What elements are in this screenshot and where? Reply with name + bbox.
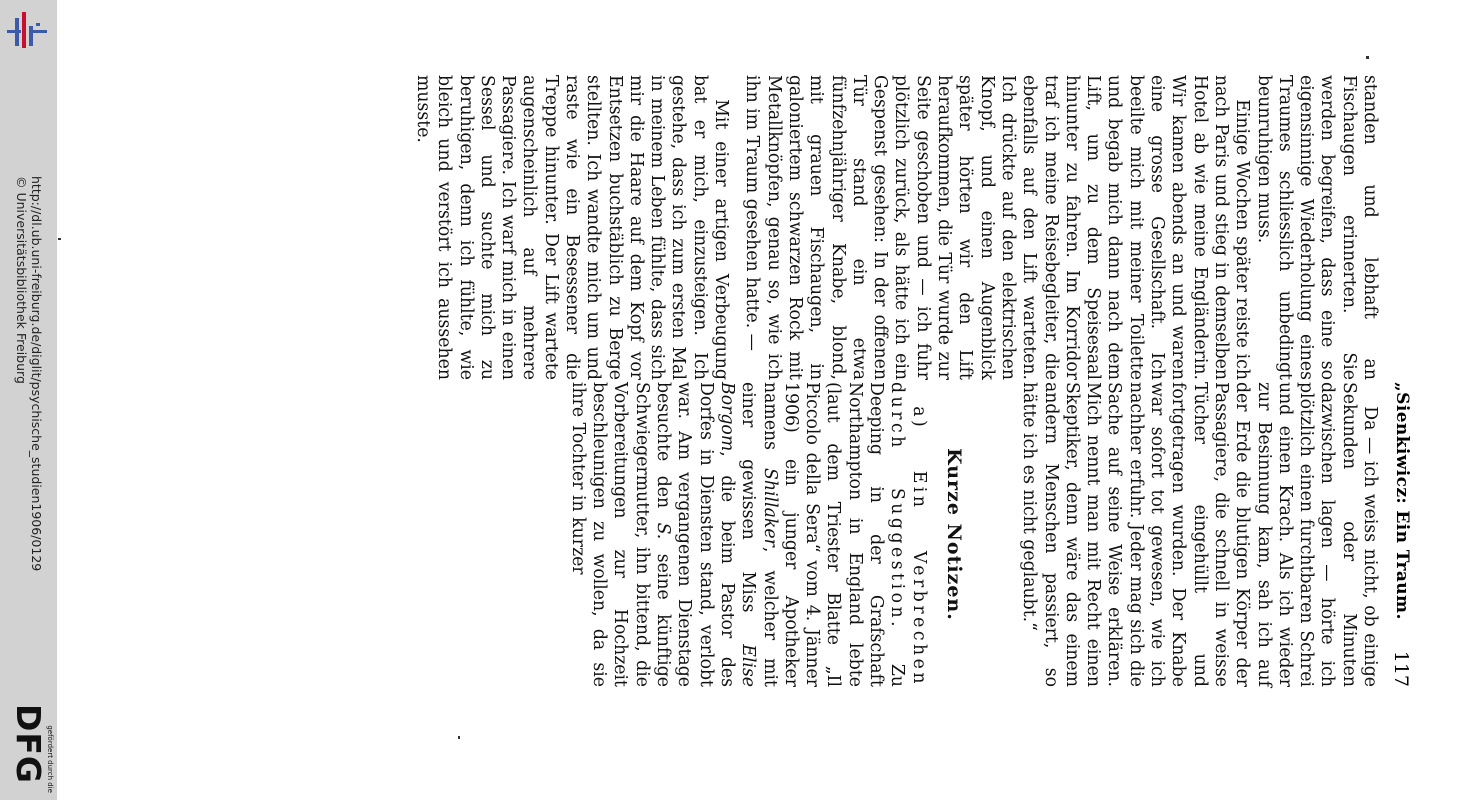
scan-speck <box>1366 56 1369 59</box>
permalink-url[interactable]: http://dl.ub.uni-freiburg.de/diglit/psychische_studien1906/0129 <box>29 176 44 572</box>
person-name: Shillaker <box>759 468 780 547</box>
person-name: S. <box>653 522 674 540</box>
paragraph: a) Ein Verbrechen durch Suggestion. Zu Deeping in der Grafschaft Northampton in England lebte (laut dem Triester Blatte „Il Piccolo della Sera“ vom 4. Jänner 1906) ein junger Apotheker namens Shillaker, welcher mit einer gewissen Miss Elise Borgom, die beim Pastor des Dorfes in Diensten stand, verlobt war. Am vergangenen Dienstage besuchte den S. seine künftige Schwiegermutter, ihn bittend, die Vorbereitungen zur Hochzeit beschleunigen zu wollen, da sie ihre Tochter in kurzer <box>567 382 929 688</box>
dfg-logo <box>4 704 54 796</box>
scan-speck <box>458 736 460 739</box>
page-header <box>1390 382 1412 687</box>
section-heading: Kurze Notizen. <box>942 448 965 621</box>
copyright-text: © Universitätsbibliothek Freiburg <box>14 176 29 384</box>
text-column-left <box>412 75 1380 380</box>
paragraph: Da — ich weiss nicht, ob einige Sekunden oder Minuten dazwischen lagen — hörte ich plötzlich einen furchtbaren Schrei und einen Krach. Als ich wieder zur Besinnung kam, sah ich auf der Erde die blutigen Körper der Passagiere, die schnell in weisse Tücher eingehüllt und fortgetragen wurden. Der Knabe war sofort tot gewesen, wie ich nachher erfuhr. Jeder mag sich die Sache auf seine Weise erklären. Mich nennt man mit Recht einen Skeptiker, denn wäre das einem andern Menschen passiert, so hätte ich es nicht geglaubt.“ <box>1019 382 1380 687</box>
scanned-page <box>200 40 1420 740</box>
dfg-logo-text: DFG <box>9 704 48 785</box>
page-number: 117 <box>1390 650 1412 687</box>
notice-title: a) Ein Verbrechen durch Suggestion. <box>887 382 929 687</box>
text-column-right <box>567 382 1380 687</box>
citation-block <box>14 176 44 616</box>
paragraph: Mit einer artigen Verbeugung bat er mich, einzusteigen. Ich gestehe, dass ich zum ersten Mal in meinem Leben fühlte, dass sich mir die Haare auf dem Kopf vor Entsetzen buchstäblich zu Berge stellten. Ich wandte mich um und raste wie ein Besessener die Treppe hinunter. Der Lift wartete augenscheinlich auf mehrere Passagiere. Ich warf mich in einen Sessel und suchte mich zu beruhigen, denn ich fühlte, wie bleich und verstört ich aussehen musste. <box>412 75 732 380</box>
paragraph: Einige Wochen später reiste ich nach Paris und stieg in demselben Hotel ab wie meine Engländerin. Wir kamen abends an und waren eine grosse Gesellschaft. Ich beeilte mich mit meiner Toilette und begab mich dann nach dem Lift, um zu dem Speisesaal hinunter zu fahren. Im Korridor traf ich meine Reisebegleiter, die ebenfalls auf den Lift warteten. Ich drückte auf den elektrischen Knopf, und einen Augenblick später hörten wir den Lift heraufkommen, die Tür wurde zur Seite geschoben und — ich fuhr plötzlich zurück, als hätte ich ein Gespenst gesehen: In der offenen Tür stand ein etwa fünfzehnjähriger Knabe, blond, mit grauen Fischaugen, in galoniertem schwarzen Rock mit Metallknöpfen, genau so, wie ich ihn im Traum gesehen hatte. — <box>742 75 1253 380</box>
paragraph: standen und lebhaft an Fischaugen erinnerten. Sie werden begreifen, dass eine so eigensinnige Wiederholung eines Traumes schliesslich unbedingt beunruhigen muss. <box>1253 75 1380 380</box>
scan-speck <box>58 238 61 240</box>
viewer-sidebar <box>0 0 57 800</box>
person-name: Elise Borgom <box>716 382 759 687</box>
ub-freiburg-logo <box>5 8 49 52</box>
running-head: „Sienkiwicz: Ein Traum. <box>1392 382 1412 620</box>
dfg-funded-note: gefördert durch die <box>46 725 54 793</box>
